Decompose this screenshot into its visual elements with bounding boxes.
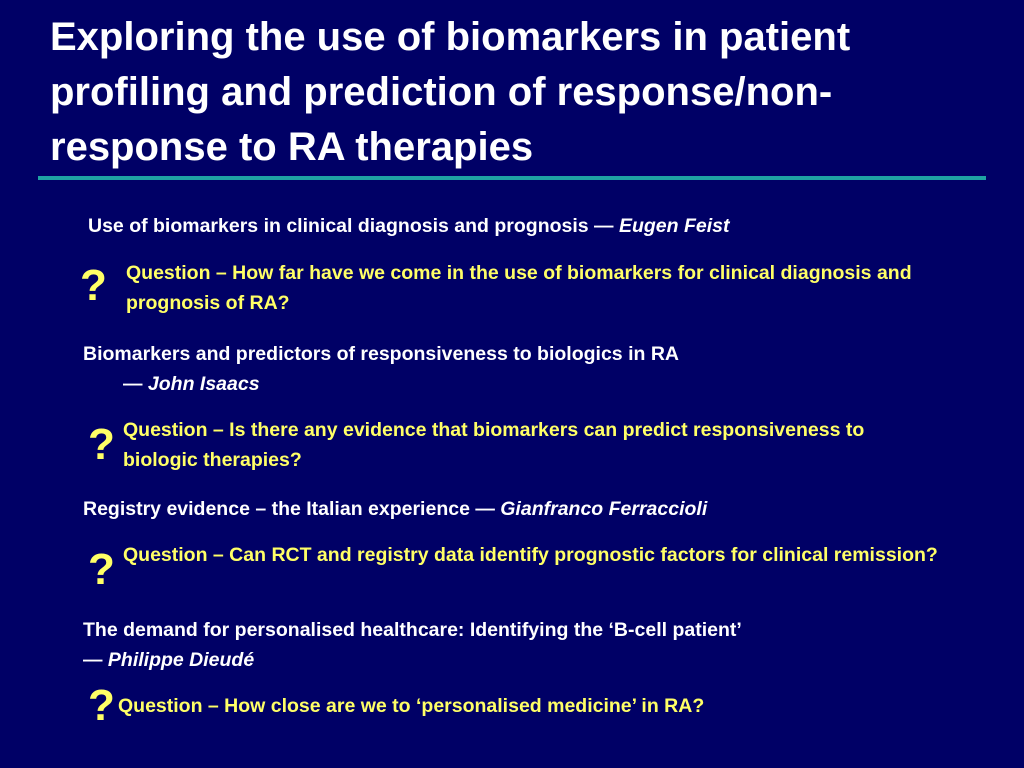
question-mark-icon: ? bbox=[88, 681, 115, 730]
question-mark-icon: ? bbox=[88, 545, 115, 594]
talk-1-title: Use of biomarkers in clinical diagnosis and prognosis — bbox=[88, 215, 619, 237]
talk-4-dash: — bbox=[83, 649, 108, 671]
title-divider bbox=[38, 176, 986, 180]
talk-3 bbox=[83, 494, 707, 524]
talk-2-speaker: John Isaacs bbox=[147, 373, 260, 395]
question-1: Question – How far have we come in the use of biomarkers for clinical diagnosis and prognosis of RA? bbox=[126, 262, 912, 314]
talk-4-speaker: Philippe Dieudé bbox=[107, 649, 255, 671]
talk-3-speaker: Gianfranco Ferraccioli bbox=[500, 498, 708, 520]
talk-2 bbox=[83, 339, 679, 399]
slide-title: Exploring the use of biomarkers in patient profiling and prediction of response/non-response to RA therapies bbox=[50, 15, 851, 169]
question-3: Question – Can RCT and registry data identify prognostic factors for clinical remission? bbox=[123, 544, 938, 566]
talk-4-title: The demand for personalised healthcare: Identifying the ‘B-cell patient’ bbox=[83, 619, 742, 641]
talk-1-speaker: Eugen Feist bbox=[618, 215, 730, 237]
question-2: Question – Is there any evidence that biomarkers can predict responsiveness to biologic therapies? bbox=[123, 419, 865, 471]
talk-2-dash: — bbox=[123, 373, 148, 395]
question-4: Question – How close are we to ‘personalised medicine’ in RA? bbox=[118, 695, 705, 717]
question-mark-icon: ? bbox=[80, 261, 107, 310]
question-mark-icon: ? bbox=[88, 420, 115, 469]
talk-4 bbox=[83, 615, 742, 675]
talk-2-title: Biomarkers and predictors of responsiveness to biologics in RA bbox=[83, 343, 679, 365]
talk-1 bbox=[88, 211, 730, 241]
talk-3-title: Registry evidence – the Italian experience — bbox=[83, 498, 501, 520]
